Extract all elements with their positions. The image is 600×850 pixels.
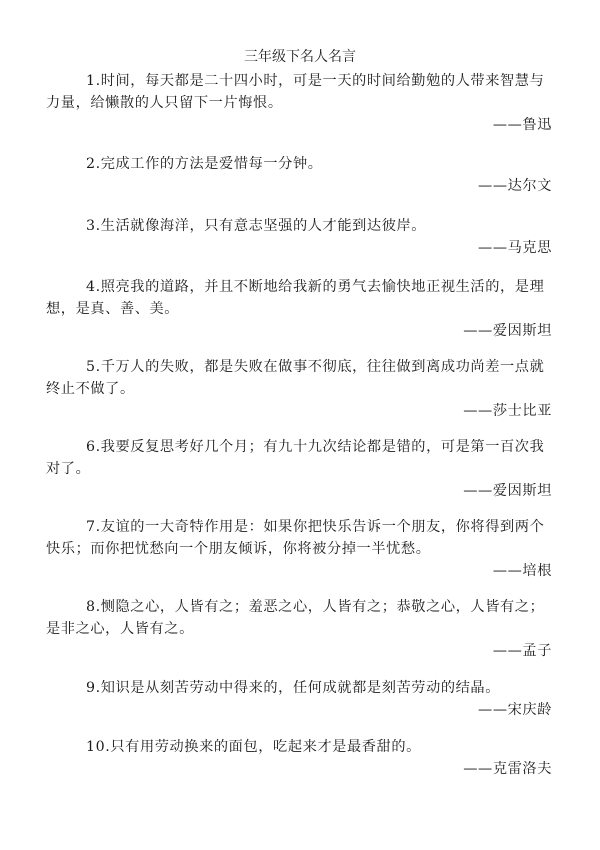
- quote-item-5: [46, 356, 556, 422]
- quote-author: ——孟子: [492, 643, 552, 659]
- quote-item-6: [46, 436, 556, 502]
- quote-text: 9.知识是从刻苦劳动中得来的，任何成就都是刻苦劳动的结晶。: [86, 680, 501, 696]
- quote-item-3: [46, 215, 556, 259]
- quote-text: 5.千万人的失败，都是失败在做事不彻底，往往做到离成功尚差一点就终止不做了。: [46, 359, 545, 397]
- quote-author: ——宋庆龄: [478, 702, 552, 718]
- quote-text: 4.照亮我的道路，并且不断地给我新的勇气去愉快地正视生活的，是理想，是真、善、美。: [46, 279, 545, 317]
- quote-item-1: [46, 70, 556, 136]
- quote-author: ——莎士比亚: [463, 403, 552, 419]
- quote-text: 1.时间，每天都是二十四小时，可是一天的时间给勤勉的人带来智慧与力量，给懒散的人只留下一片悔恨。: [46, 73, 545, 111]
- quote-text: 8.恻隐之心，人皆有之；羞恶之心，人皆有之；恭敬之心，人皆有之；是非之心，人皆有之。: [46, 599, 545, 637]
- quote-item-9: [46, 677, 556, 721]
- quote-text: 6.我要反复思考好几个月；有九十九次结论都是错的，可是第一百次我对了。: [46, 439, 545, 477]
- quote-author: ——克雷洛夫: [463, 761, 552, 777]
- quote-item-8: [46, 596, 556, 662]
- quote-item-2: [46, 153, 556, 197]
- quote-text: 3.生活就像海洋，只有意志坚强的人才能到达彼岸。: [86, 218, 427, 234]
- page-title: 三年级下名人名言: [244, 49, 356, 65]
- quote-item-10: [46, 736, 556, 780]
- quote-author: ——马克思: [478, 240, 552, 256]
- quote-author: ——鲁迅: [492, 117, 552, 133]
- quote-author: ——达尔文: [478, 178, 552, 194]
- quote-author: ——爱因斯坦: [463, 323, 552, 339]
- quote-author: ——爱因斯坦: [463, 483, 552, 499]
- quote-text: 10.只有用劳动换来的面包，吃起来才是最香甜的。: [86, 739, 421, 755]
- quote-item-7: [46, 516, 556, 582]
- quote-text: 2.完成工作的方法是爱惜每一分钟。: [86, 156, 323, 172]
- quote-author: ——培根: [492, 563, 552, 579]
- quote-item-4: [46, 276, 556, 342]
- quote-text: 7.友谊的一大奇特作用是：如果你把快乐告诉一个朋友，你将得到两个快乐；而你把忧愁向一个朋友倾诉，你将被分掉一半忧愁。: [46, 519, 545, 557]
